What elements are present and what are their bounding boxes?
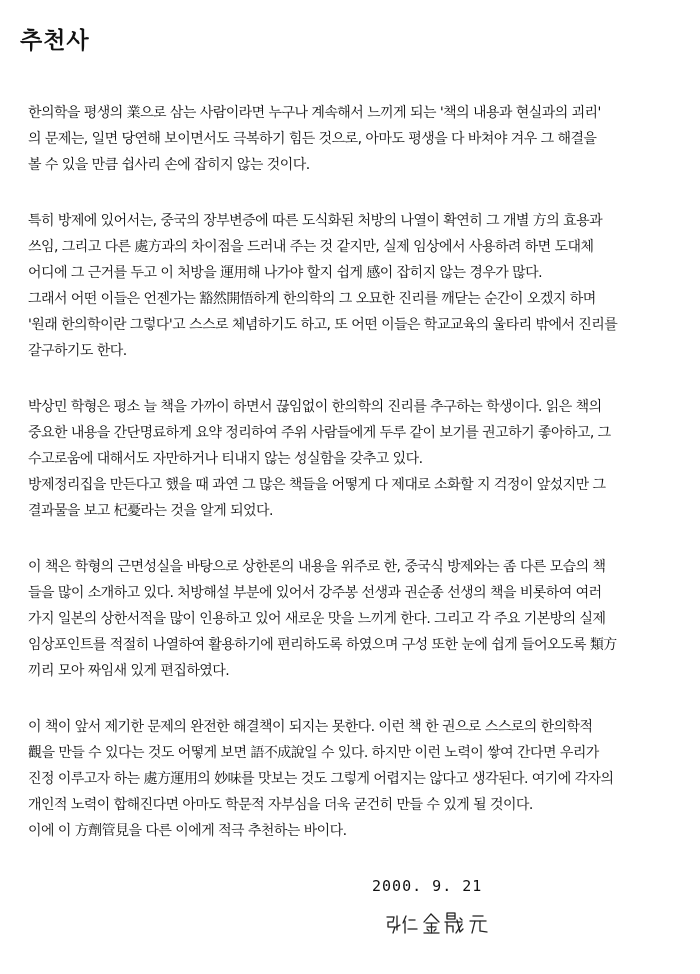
text-line: 쓰임, 그리고 다른 處方과의 차이점을 드러내 주는 것 같지만, 실제 임상에서 사용하려 하면 도대체 — [28, 239, 594, 255]
text-line: 들을 많이 소개하고 있다. 처방해설 부분에 있어서 강주봉 선생과 권순종 선생의 책을 비롯하여 여러 — [28, 585, 602, 601]
text-line: 볼 수 있을 만큼 쉽사리 손에 잡히지 않는 것이다. — [28, 157, 310, 173]
text-line: 觀을 만들 수 있다는 것도 어떻게 보면 語不成說일 수 있다. 하지만 이런 노력이 쌓여 간다면 우리가 — [28, 745, 599, 761]
text-line: 한의학을 평생의 業으로 삼는 사람이라면 누구나 계속해서 느끼게 되는 '책의 내용과 현실과의 괴리' — [28, 105, 601, 121]
text-line: 갈구하기도 한다. — [28, 343, 127, 359]
text-line: 임상포인트를 적절히 나열하여 활용하기에 편리하도록 하였으며 구성 또한 눈에 쉽게 들어오도록 類方 — [28, 637, 617, 653]
text-line: 결과물을 보고 杞憂라는 것을 알게 되었다. — [28, 503, 273, 519]
paragraph-5 — [28, 554, 672, 684]
paragraph-4 — [28, 394, 672, 524]
paragraph-6 — [28, 714, 672, 844]
text-line: 개인적 노력이 합해진다면 아마도 학문적 자부심을 더욱 굳건히 만들 수 있게 될 것이다. — [28, 797, 533, 813]
document-body — [28, 100, 672, 844]
text-line: 끼리 모아 짜임새 있게 편집하였다. — [28, 663, 230, 679]
paragraph-1 — [28, 100, 672, 178]
signature-drawing — [384, 908, 504, 938]
text-line: 중요한 내용을 간단명료하게 요약 정리하여 주위 사람들에게 두루 같이 보기를 권고하기 좋아하고, 그 — [28, 425, 611, 441]
text-line: 가지 일본의 상한서적을 많이 인용하고 있어 새로운 맛을 느끼게 한다. 그리고 각 주요 기본방의 실제 — [28, 611, 606, 627]
text-line: 이에 이 方劑管見을 다른 이에게 적극 추천하는 바이다. — [28, 823, 347, 839]
paragraph-2 — [28, 208, 672, 286]
text-line: 방제정리집을 만든다고 했을 때 과연 그 많은 책들을 어떻게 다 제대로 소화할 지 걱정이 앞섰지만 그 — [28, 477, 606, 493]
text-line: 진정 이루고자 하는 處方運用의 妙味를 맛보는 것도 그렇게 어렵지는 않다고 생각된다. 여기에 각자의 — [28, 771, 614, 787]
text-line: 특히 방제에 있어서는, 중국의 장부변증에 따른 도식화된 처방의 나열이 확연히 그 개별 方의 효용과 — [28, 213, 603, 229]
text-line: 어디에 그 근거를 두고 이 처방을 運用해 나가야 할지 쉽게 感이 잡히지 않는 경우가 많다. — [28, 265, 543, 281]
handwritten-signature — [384, 908, 504, 938]
text-line: 이 책은 학형의 근면성실을 바탕으로 상한론의 내용을 위주로 한, 중국식 방제와는 좀 다른 모습의 책 — [28, 559, 606, 575]
paragraph-3 — [28, 286, 672, 364]
document-date: 2000. 9. 21 — [372, 877, 483, 895]
text-line: 이 책이 앞서 제기한 문제의 완전한 해결책이 되지는 못한다. 이런 책 한 권으로 스스로의 한의학적 — [28, 719, 593, 735]
text-line: 박상민 학형은 평소 늘 책을 가까이 하면서 끊임없이 한의학의 진리를 추구하는 학생이다. 읽은 책의 — [28, 399, 602, 415]
text-line: 수고로움에 대해서도 자만하거나 티내지 않는 성실함을 갖추고 있다. — [28, 451, 423, 467]
page-title: 추천사 — [20, 28, 90, 54]
text-line: '원래 한의학이란 그렇다'고 스스로 체념하기도 하고, 또 어떤 이들은 학교교육의 울타리 밖에서 진리를 — [28, 317, 618, 333]
text-line: 의 문제는, 일면 당연해 보이면서도 극복하기 힘든 것으로, 아마도 평생을 다 바쳐야 겨우 그 해결을 — [28, 131, 597, 147]
text-line: 그래서 어떤 이들은 언젠가는 豁然開悟하게 한의학의 그 오묘한 진리를 깨닫는 순간이 오겠지 하며 — [28, 291, 596, 307]
